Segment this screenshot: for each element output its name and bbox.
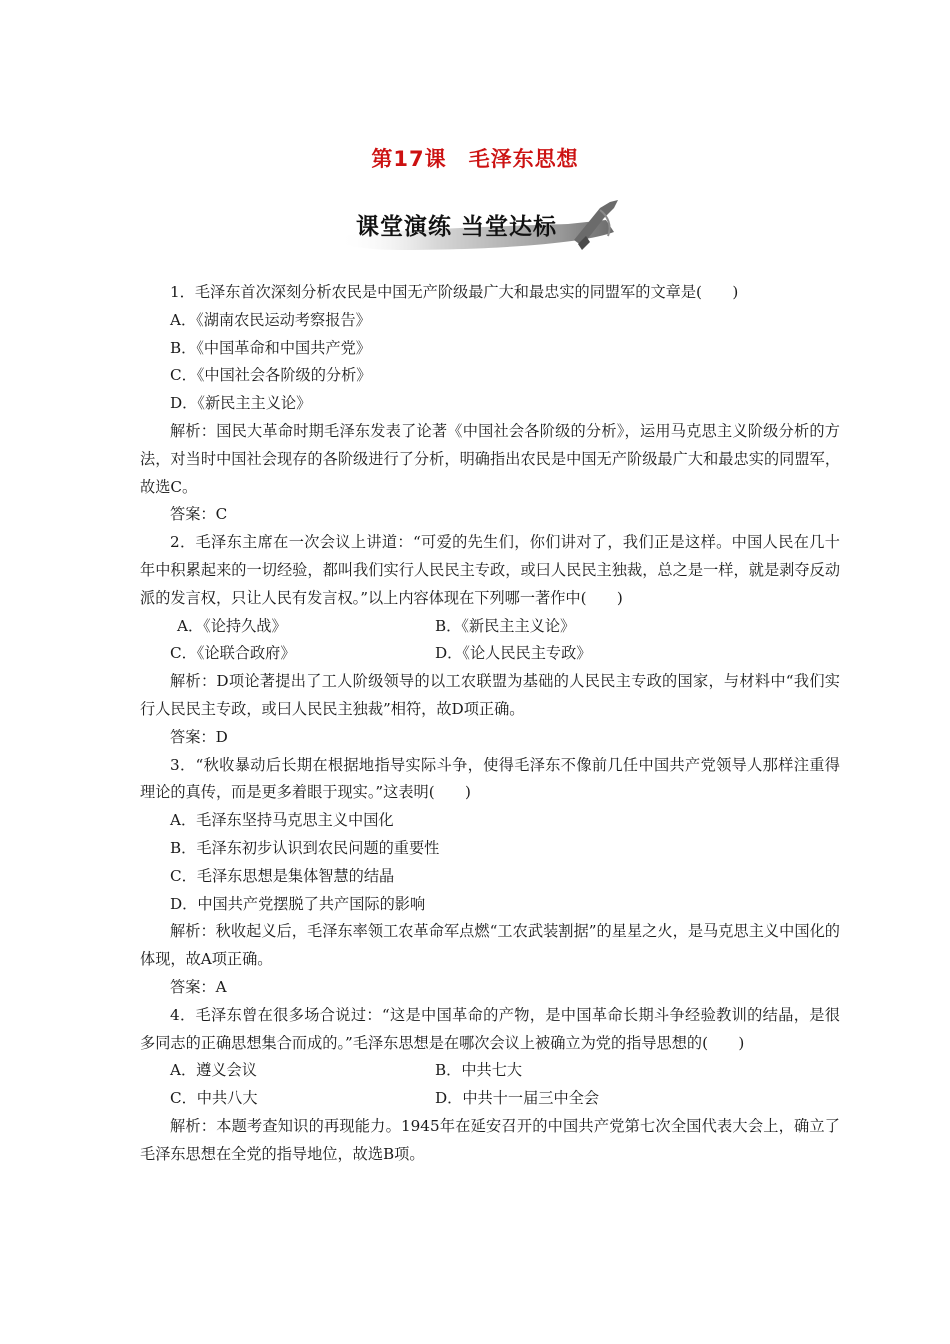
question-3-option-b: B．毛泽东初步认识到农民问题的重要性 [170, 838, 440, 857]
question-1-stem: 1．毛泽东首次深刻分析农民是中国无产阶级最广大和最忠实的同盟军的文章是( ) [170, 283, 739, 301]
question-2-analysis: 解析：D项论著提出了工人阶级领导的以工农联盟为基础的人民民主专政的国家，与材料中“我们实行人民民主专政，或曰人民民主独裁”相符，故D项正确。 [140, 672, 840, 718]
question-3-option-c: C．毛泽东思想是集体智慧的结晶 [170, 866, 395, 885]
lesson-number: 第17课 [371, 147, 447, 171]
question-2-options-row-2 [140, 640, 840, 668]
question-3-analysis: 解析：秋收起义后，毛泽东率领工农革命军点燃“工农武装割据”的星星之火，是马克思主义中国化的体现，故A项正确。 [140, 922, 840, 969]
question-2-option-a: A．《论持久战》 [177, 616, 287, 635]
question-1-option-c: C．《中国社会各阶级的分析》 [170, 366, 372, 385]
question-4-options-row-1 [140, 1057, 840, 1085]
question-4-analysis: 解析：本题考查知识的再现能力。1945年在延安召开的中国共产党第七次全国代表大会上，确立了毛泽东思想在全党的指导地位，故选B项。 [140, 1116, 840, 1163]
question-4-option-c: C．中共八大 [170, 1089, 258, 1108]
banner-text: 课堂演练 当堂达标 [356, 214, 558, 240]
question-1-option-b: B．《中国革命和中国共产党》 [170, 338, 371, 357]
lesson-title [0, 143, 950, 173]
question-4-stem: 4．毛泽东曾在很多场合说过：“这是中国革命的产物，是中国革命长期斗争经验教训的结晶，是很多同志的正确思想集合而成的。”毛泽东思想是在哪次会议上被确立为党的指导思想的( ) [140, 1005, 840, 1052]
question-4-option-b: B．中共七大 [435, 1061, 523, 1080]
question-list [140, 279, 840, 1169]
question-2-options-row-1 [140, 613, 840, 641]
question-2-option-b: B．《新民主主义论》 [435, 616, 576, 635]
lesson-name: 毛泽东思想 [468, 147, 579, 171]
question-3-option-a: A．毛泽东坚持马克思主义中国化 [170, 811, 394, 830]
question-3-option-d: D．中国共产党摆脱了共产国际的影响 [170, 894, 426, 913]
question-4-option-d: D．中共十一届三中全会 [435, 1089, 600, 1108]
question-2-option-d: D．《论人民民主专政》 [435, 644, 592, 663]
question-1-answer: 答案：C [170, 505, 228, 524]
question-4-options-row-2 [140, 1085, 840, 1113]
section-banner [338, 196, 624, 256]
question-3-stem: 3．“秋收暴动后长期在根据地指导实际斗争，使得毛泽东不像前几任中国共产党领导人那样注重得理论的真传，而是更多着眼于现实。”这表明( ) [140, 755, 840, 802]
question-3-answer: 答案：A [170, 977, 227, 996]
question-2-stem: 2．毛泽东主席在一次会议上讲道：“可爱的先生们，你们讲对了，我们正是这样。中国人民在几十年中积累起来的一切经验，都叫我们实行人民民主专政，或曰人民民主独裁，总之是一样，就是剥夺反动派的发言权，只让人民有发言权。”以上内容体现在下列哪一著作中( ) [140, 533, 840, 607]
question-2-answer: 答案：D [170, 727, 228, 746]
question-2-option-c: C．《论联合政府》 [170, 644, 296, 663]
question-1-option-d: D．《新民主主义论》 [170, 394, 312, 413]
question-4-option-a: A．遵义会议 [170, 1061, 257, 1080]
question-1-analysis: 解析：国民大革命时期毛泽东发表了论著《中国社会各阶级的分析》，运用马克思主义阶级分析的方法，对当时中国社会现存的各阶级进行了分析，明确指出农民是中国无产阶级最广大和最忠实的同盟军，故选C。 [140, 421, 840, 496]
question-1-option-a: A．《湖南农民运动考察报告》 [170, 310, 371, 329]
